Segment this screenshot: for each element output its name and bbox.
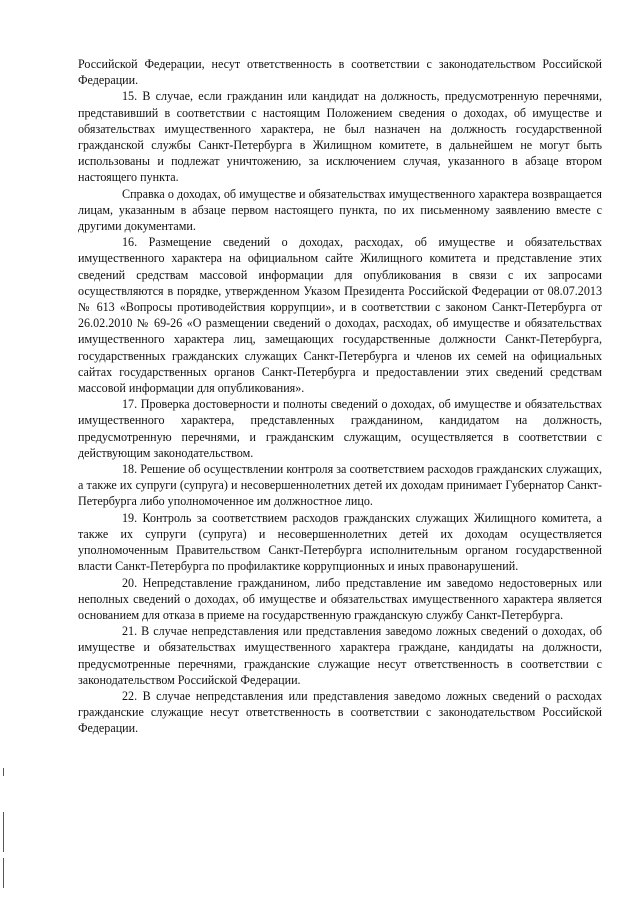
scan-margin-mark bbox=[3, 812, 4, 852]
paragraph-20: 20. Непредставление гражданином, либо представление им заведомо недостоверных или неполных сведений о доходах, об имуществе и обязательствах имущественного характера является основанием для отказа в приеме на государственную гражданскую службу Санкт-Петербурга. bbox=[78, 575, 602, 622]
paragraph-15: 15. В случае, если гражданин или кандидат на должность, предусмотренную перечнями, представивший в соответствии с настоящим Положением сведения о доходах, об имуществе и обязательствах имущественного характера, не был назначен на должность государственной гражданской службы Санкт-Петербурга в Жилищном комитете, в дальнейшем не могут быть использованы и подлежат уничтожению, за исключением случая, указанного в абзаце втором настоящего пункта. bbox=[78, 89, 602, 185]
paragraph-18: 18. Решение об осуществлении контроля за соответствием расходов гражданских служащих, а также их супруги (супруга) и несовершеннолетних детей их доходам принимает Губернатор Санкт-Петербурга либо уполномоченное им должностное лицо. bbox=[78, 462, 602, 509]
paragraph-21: 21. В случае непредставления или представления заведомо ложных сведений о доходах, об имуществе и обязательствах имущественного характера граждане, кандидаты на должности, предусмотренные перечнями, гражданские служащие несут ответственность в соответствии с законодательством Российской Федерации. bbox=[78, 624, 602, 687]
paragraph-17: 17. Проверка достоверности и полноты сведений о доходах, об имуществе и обязательствах имущественного характера, представленных гражданином, кандидатом на должность, предусмотренную перечнями, и гражданским служащим, осуществляется в соответствии с действующим законодательством. bbox=[78, 397, 602, 460]
paragraph-16: 16. Размещение сведений о доходах, расходах, об имуществе и обязательствах имущественного характера на официальном сайте Жилищного комитета и представление этих сведений средствам массовой информации для опубликования в связи с их запросами осуществляются в порядке, утвержденном Указом Президента Российской Федерации от 08.07.2013 № 613 «Вопросы противодействия коррупции», и в соответствии с законом Санкт-Петербурга от 26.02.2010 № 69-26 «О размещении сведений о доходах, расходах, об имуществе и обязательствах имущественного характера лиц, замещающих государственные должности Санкт-Петербурга, государственных гражданских служащих Санкт-Петербурга и членов их семей на официальных сайтах государственных органов Санкт-Петербурга и предоставлении этих сведений средствам массовой информации для опубликования». bbox=[78, 235, 602, 396]
scan-margin-mark bbox=[3, 768, 4, 776]
scan-margin-mark bbox=[3, 858, 4, 888]
paragraph-22: 22. В случае непредставления или представления заведомо ложных сведений о расходах гражданские служащие несут ответственность в соответствии с законодательством Российской Федерации. bbox=[78, 688, 602, 736]
paragraph-19: 19. Контроль за соответствием расходов гражданских служащих Жилищного комитета, а также их супруги (супруга) и несовершеннолетних детей их доходам осуществляется уполномоченным Правительством Санкт-Петербурга исполнительным органом государственной власти Санкт-Петербурга по профилактике коррупционных и иных правонарушений. bbox=[78, 510, 602, 574]
paragraph-15-note: Справка о доходах, об имуществе и обязательствах имущественного характера возвращается лицам, указанным в абзаце первом настоящего пункта, по их письменному заявлению вместе с другими документами. bbox=[78, 186, 602, 234]
paragraph-continuation: Российской Федерации, несут ответственность в соответствии с законодательством Российской Федерации. bbox=[78, 57, 602, 88]
document-body bbox=[78, 56, 602, 737]
